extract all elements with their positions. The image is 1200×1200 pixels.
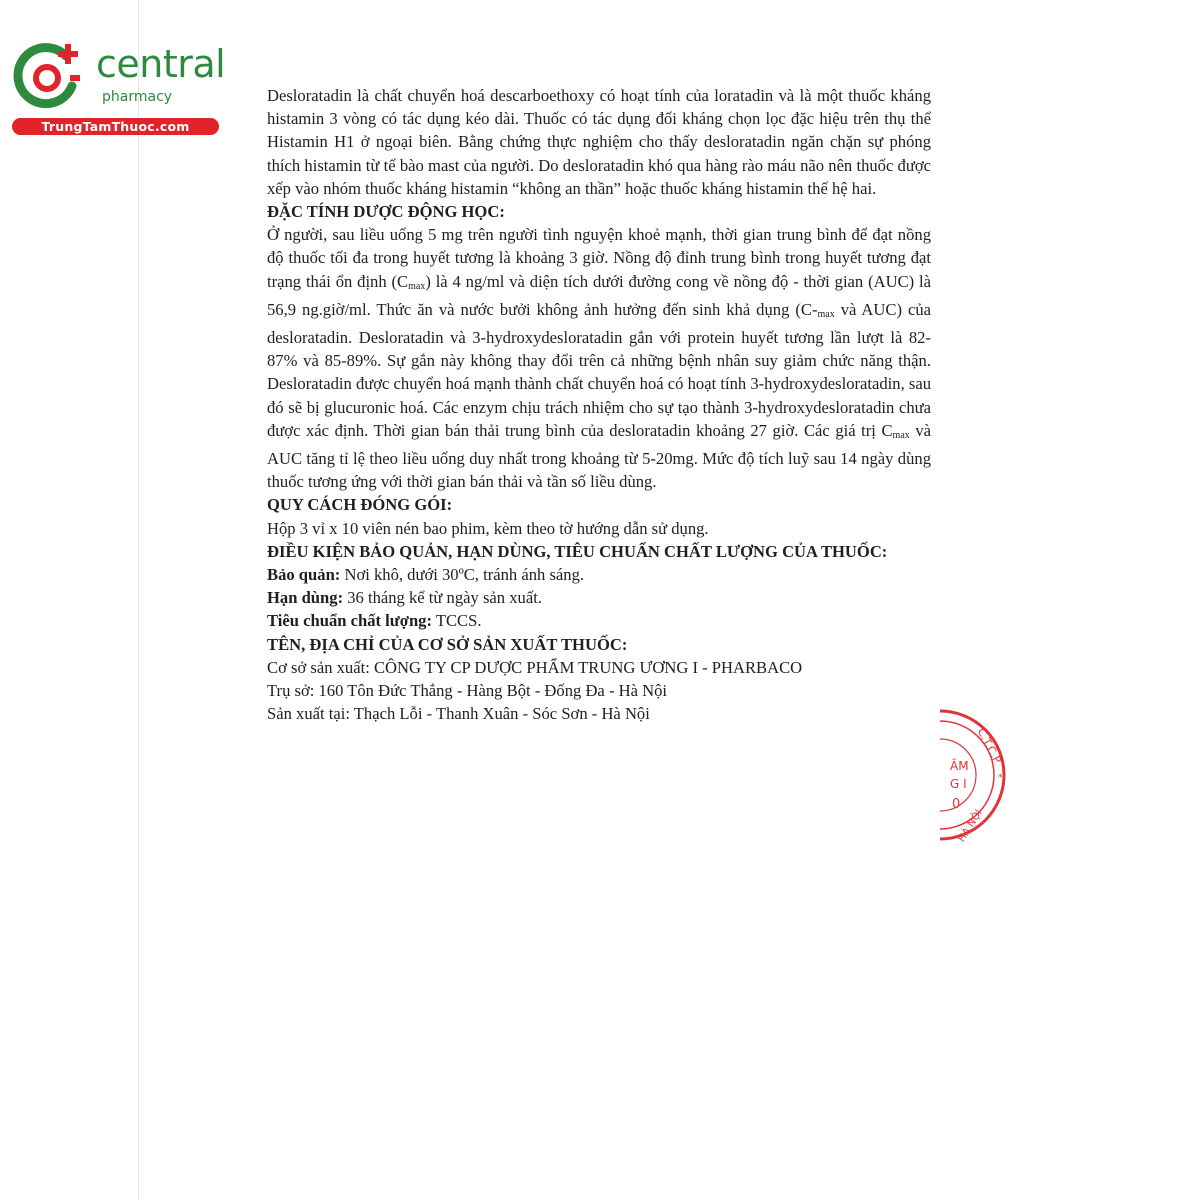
pk-heading: ĐẶC TÍNH DƯỢC ĐỘNG HỌC: xyxy=(267,202,505,222)
storage-value: Nơi khô, dưới 30ºC, tránh ánh sáng. xyxy=(340,565,585,585)
pk-text-4: và AUC tăng tỉ lệ theo liều uống duy nhất trong khoảng từ 5-20mg. Mức độ tích luỹ sau 14 ngày dùng thuốc tương ứng với thời gian bán thải và tần số liều dùng. xyxy=(267,420,931,492)
quality-line xyxy=(267,609,931,632)
manufacturer-name: Cơ sở sản xuất: CÔNG TY CP DƯỢC PHẨM TRUNG ƯƠNG I - PHARBACO xyxy=(267,657,803,677)
company-seal-stamp xyxy=(940,700,1010,850)
seal-text-4: 0 xyxy=(952,797,961,812)
pack-heading: QUY CÁCH ĐÓNG GÓI: xyxy=(267,495,453,515)
intro-paragraph: Desloratadin là chất chuyển hoá descarboethoxy có hoạt tính của loratadin và là một thuốc kháng histamin 3 vòng có tác dụng kéo dài. Thuốc có tác dụng đối kháng chọn lọc đặc hiệu trên thụ thể Histamin H1 ở ngoại biên. Bằng chứng thực nghiệm cho thấy desloratadin ngăn chặn sự phóng thích histamin từ tế bào mast của người. Do desloratadin khó qua hàng rào máu não nên thuốc được xếp vào nhóm thuốc kháng histamin “không an thần” hoặc thuốc kháng histamin thế hệ hai. xyxy=(267,86,931,198)
logo-site-banner: TrungTamThuoc.com xyxy=(12,118,219,135)
central-logo-icon xyxy=(10,38,84,112)
manufacturer-site: Sản xuất tại: Thạch Lỗi - Thanh Xuân - Sóc Sơn - Hà Nội xyxy=(267,704,650,724)
quality-value: TCCS. xyxy=(432,611,482,631)
pack-text: Hộp 3 vỉ x 10 viên nén bao phim, kèm theo tờ hướng dẫn sử dụng. xyxy=(267,518,709,538)
shelf-label: Hạn dùng: xyxy=(267,588,344,608)
pk-text-1: Ở người, sau liều uống 5 mg trên người tình nguyện khoẻ mạnh, thời gian trung bình để đạt nồng độ thuốc tối đa trong huyết tương là khoảng 3 giờ. Nồng độ đỉnh trung bình trong huyết tương đạt trạng thái ổn định (C xyxy=(267,225,931,291)
document-body xyxy=(267,84,931,725)
pk-text-3: và AUC) của desloratadin. Desloratadin và 3-hydroxydesloratadin gắn với protein huyết tương lần lượt là 82-87% và 85-89%. Sự gắn này không thay đổi trên cả những bệnh nhân suy giảm chức năng thận. Desloratadin được chuyển hoá mạnh thành chất chuyển hoá có hoạt tính 3-hydroxydesloratadin, sau đó sẽ bị glucuronic hoá. Các enzym chịu trách nhiệm cho sự tạo thành 3-hydroxydesloratadin chưa được xác định. Thời gian bán thải trung bình của desloratadin khoảng 27 giờ. Các giá trị C xyxy=(267,299,931,440)
storage-line xyxy=(267,563,931,586)
quality-label: Tiêu chuẩn chất lượng: xyxy=(267,611,432,631)
pk-sub-1: max xyxy=(408,280,426,292)
seal-text-5: HÀ NỘI xyxy=(956,807,985,845)
pk-paragraph xyxy=(267,223,931,493)
pk-text-2: ) là 4 ng/ml và diện tích dưới đường cong về nồng độ - thời gian (AUC) là 56,9 ng.giờ/ml. Thức ăn và nước bưởi không ảnh hưởng đến sinh khả dụng (C- xyxy=(267,271,931,319)
pk-sub-2: max xyxy=(817,308,835,320)
page-fold-line xyxy=(138,0,139,1200)
storage-label: Bảo quản: xyxy=(267,565,341,585)
logo-sub-text: pharmacy xyxy=(102,89,173,105)
logo-brand-text: central xyxy=(96,42,226,86)
manufacturer-hq: Trụ sở: 160 Tôn Đức Thắng - Hàng Bột - Đống Đa - Hà Nội xyxy=(267,681,668,701)
manufacturer-heading: TÊN, ĐỊA CHỈ CỦA CƠ SỞ SẢN XUẤT THUỐC: xyxy=(267,634,628,654)
central-pharmacy-logo[interactable] xyxy=(10,34,226,136)
seal-text-3: G I xyxy=(950,777,967,791)
pk-sub-3: max xyxy=(892,429,910,441)
seal-text-2: ÂM xyxy=(950,759,969,773)
svg-text:*: * xyxy=(998,773,1003,783)
shelf-line xyxy=(267,586,931,609)
storage-heading: ĐIỀU KIỆN BẢO QUẢN, HẠN DÙNG, TIÊU CHUẨN CHẤT LƯỢNG CỦA THUỐC: xyxy=(267,541,888,561)
shelf-value: 36 tháng kể từ ngày sản xuất. xyxy=(343,588,542,608)
seal-text-1: C.T.C.P xyxy=(974,726,1004,766)
